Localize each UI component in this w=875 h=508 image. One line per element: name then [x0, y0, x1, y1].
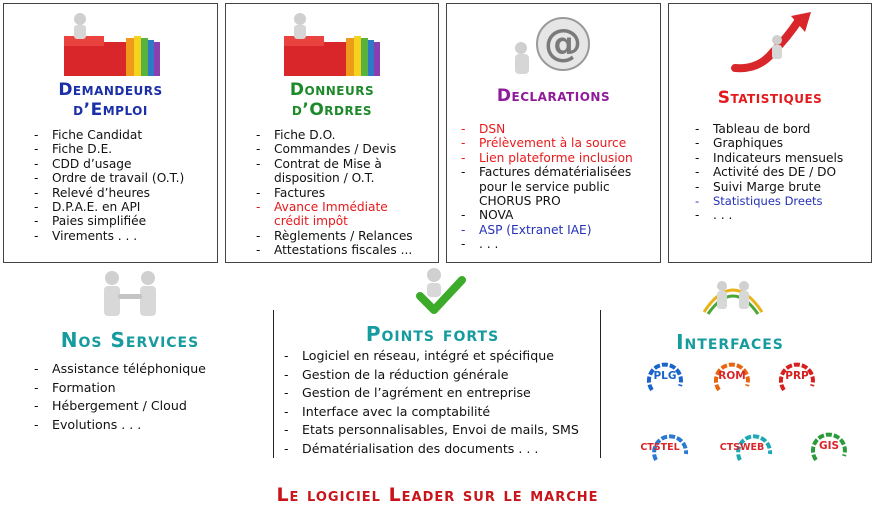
list-item: - Interface avec la comptabilité [280, 403, 598, 422]
list-item: - Logiciel en réseau, intégré et spécifique [280, 347, 598, 366]
card-statistiques [668, 3, 872, 263]
card-items [252, 128, 437, 258]
list-item: - Contrat de Mise à disposition / O.T. [252, 157, 404, 186]
interface-gis [804, 426, 854, 470]
list-item: - Virements . . . [30, 229, 215, 243]
folders-illustration [276, 12, 388, 80]
folders-illustration [56, 12, 168, 80]
list-item: - Factures [252, 186, 437, 200]
card-title: Declarations [496, 86, 611, 106]
list-item: - Formation [30, 379, 260, 398]
list-item: - . . . [691, 208, 871, 222]
card-title [226, 80, 438, 120]
interface-plg [640, 356, 690, 400]
email-at-illustration [507, 14, 599, 80]
card-title-line2: d’Emploi [73, 100, 148, 120]
list-item: - Avance Immédiate crédit impôt [252, 200, 414, 229]
interface-label: CTSWEB [719, 442, 765, 453]
interface-rom [707, 356, 757, 400]
list-item: - Evolutions . . . [30, 416, 260, 435]
list-item: - Tableau de bord [691, 122, 871, 136]
list-item: - Règlements / Relances [252, 229, 437, 243]
interface-label: ROM [718, 370, 746, 382]
checkmark-illustration [414, 266, 466, 316]
interface-label: PRP [785, 370, 809, 382]
card-title-line2: d’Ordres [291, 100, 373, 120]
people-connecting-illustration [700, 272, 766, 318]
card-title-line1: Demandeurs [58, 80, 163, 100]
list-item: - Commandes / Devis [252, 142, 437, 156]
list-item: - Relevé d’heures [30, 186, 215, 200]
list-item: - Fiche D.O. [252, 128, 437, 142]
handshake-illustration [98, 270, 162, 320]
interfaces-title: Interfaces [676, 330, 784, 354]
interface-label: PLG [653, 370, 677, 382]
list-item: - Prélèvement à la source [457, 136, 657, 150]
divider-right [600, 310, 601, 458]
interface-label: CTSTEL [640, 442, 680, 453]
points-forts-items [280, 347, 598, 458]
list-item: - Fiche Candidat [30, 128, 215, 142]
list-item: - Assistance téléphonique [30, 360, 260, 379]
card-title-line1: Donneurs [289, 80, 375, 100]
card-items [691, 122, 871, 223]
list-item: - Etats personnalisables, Envoi de mails, SMS [280, 421, 598, 440]
svg-text:@: @ [544, 21, 582, 65]
card-title: Statistiques [717, 88, 823, 108]
footer-tagline: Le logiciel Leader sur le marche [276, 484, 599, 506]
list-item: - ASP (Extranet IAE) [457, 223, 657, 237]
list-item: - Indicateurs mensuels [691, 151, 871, 165]
card-items [30, 128, 215, 243]
list-item: - Statistiques Dreets [691, 194, 871, 208]
list-item: - NOVA [457, 208, 657, 222]
list-item: - Dématérialisation des documents . . . [280, 440, 598, 459]
interface-ctstel [630, 426, 690, 470]
services-items [30, 360, 260, 434]
list-item: - Activité des DE / DO [691, 165, 871, 179]
points-forts-title: Points forts [365, 322, 500, 346]
interface-prp [772, 356, 822, 400]
interface-label: GIS [818, 440, 840, 452]
divider-left [273, 310, 274, 458]
list-item: - CDD d’usage [30, 157, 215, 171]
list-item: - Suivi Marge brute [691, 180, 871, 194]
list-item: - Lien plateforme inclusion [457, 151, 657, 165]
list-item: - Ordre de travail (O.T.) [30, 171, 215, 185]
card-title [4, 80, 217, 120]
list-item: - DSN [457, 122, 657, 136]
card-donneurs-ordres [225, 3, 439, 263]
list-item: - Gestion de l’agrément en entreprise [280, 384, 598, 403]
list-item: - . . . [457, 237, 657, 251]
list-item: - Graphiques [691, 136, 871, 150]
list-item: - Fiche D.E. [30, 142, 215, 156]
card-declarations [446, 3, 661, 263]
list-item: - Factures dématérialisées pour le service public CHORUS PRO [457, 165, 654, 208]
interface-ctsweb [710, 426, 774, 470]
list-item: - Paies simplifiée [30, 214, 215, 228]
list-item: - Gestion de la réduction générale [280, 366, 598, 385]
card-items [457, 122, 657, 252]
card-demandeurs-emploi [3, 3, 218, 263]
list-item: - Attestations fiscales ... [252, 243, 437, 257]
list-item: - D.P.A.E. en API [30, 200, 215, 214]
services-title: Nos Services [60, 328, 200, 352]
growth-chart-illustration [729, 10, 821, 80]
list-item: - Hébergement / Cloud [30, 397, 260, 416]
